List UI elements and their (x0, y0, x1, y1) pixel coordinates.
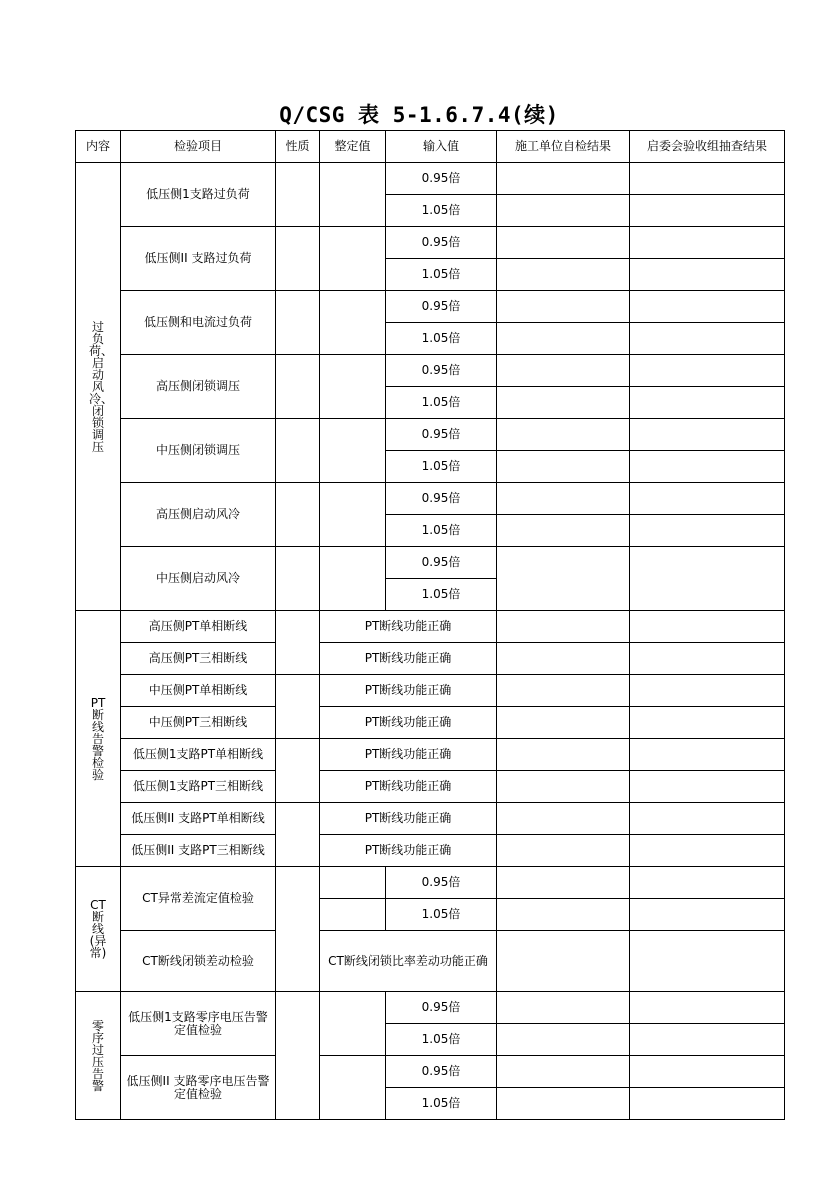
table-row (76, 931, 785, 992)
result-text: PT断线功能正确 (320, 771, 497, 803)
result-text: CT断线闭锁比率差动功能正确 (320, 931, 497, 992)
acceptance-cell (630, 227, 785, 259)
nature-cell (276, 163, 320, 227)
table-row (76, 643, 785, 675)
item-name: 低压侧1支路过负荷 (121, 163, 276, 227)
acceptance-cell (630, 291, 785, 323)
self-check-cell (497, 1024, 630, 1056)
self-check-cell (497, 675, 630, 707)
item-name: 低压侧II 支路零序电压告警定值检验 (121, 1056, 276, 1120)
input-value: 1.05倍 (386, 259, 497, 291)
acceptance-cell (630, 1024, 785, 1056)
self-check-cell (497, 771, 630, 803)
input-value: 1.05倍 (386, 387, 497, 419)
acceptance-cell (630, 675, 785, 707)
nature-cell (276, 291, 320, 355)
table-row (76, 867, 785, 899)
self-check-cell (497, 515, 630, 547)
input-value: 0.95倍 (386, 227, 497, 259)
item-name: 中压侧PT单相断线 (121, 675, 276, 707)
item-name: 低压侧II 支路PT单相断线 (121, 803, 276, 835)
self-check-cell (497, 387, 630, 419)
header-acceptance: 启委会验收组抽查结果 (630, 131, 785, 163)
self-check-cell (497, 611, 630, 643)
input-value: 0.95倍 (386, 867, 497, 899)
table-row (76, 675, 785, 707)
input-value: 1.05倍 (386, 1088, 497, 1120)
table-row (76, 803, 785, 835)
acceptance-cell (630, 163, 785, 195)
header-self-check: 施工单位自检结果 (497, 131, 630, 163)
self-check-cell (497, 867, 630, 899)
acceptance-cell (630, 867, 785, 899)
acceptance-cell (630, 195, 785, 227)
setting-cell (320, 1056, 386, 1120)
nature-cell (276, 355, 320, 419)
inspection-table (75, 130, 785, 1120)
item-name: 高压侧PT单相断线 (121, 611, 276, 643)
input-value: 0.95倍 (386, 355, 497, 387)
table-row (76, 835, 785, 867)
item-name: CT异常差流定值检验 (121, 867, 276, 931)
header-nature: 性质 (276, 131, 320, 163)
setting-cell (320, 291, 386, 355)
item-name: 中压侧PT三相断线 (121, 707, 276, 739)
input-value: 1.05倍 (386, 451, 497, 483)
self-check-cell (497, 419, 630, 451)
setting-cell (320, 992, 386, 1056)
item-name: 中压侧闭锁调压 (121, 419, 276, 483)
self-check-cell (497, 992, 630, 1024)
item-name: CT断线闭锁差动检验 (121, 931, 276, 992)
item-name: 低压侧II 支路过负荷 (121, 227, 276, 291)
table-row (76, 355, 785, 387)
input-value: 0.95倍 (386, 547, 497, 579)
table-row (76, 419, 785, 451)
table-row (76, 611, 785, 643)
input-value: 1.05倍 (386, 195, 497, 227)
acceptance-cell (630, 992, 785, 1024)
self-check-cell (497, 163, 630, 195)
input-value: 1.05倍 (386, 899, 497, 931)
input-value: 0.95倍 (386, 1056, 497, 1088)
item-name: 低压侧1支路零序电压告警定值检验 (121, 992, 276, 1056)
acceptance-cell (630, 515, 785, 547)
table-row (76, 547, 785, 579)
result-text: PT断线功能正确 (320, 611, 497, 643)
result-text: PT断线功能正确 (320, 675, 497, 707)
self-check-cell (497, 355, 630, 387)
self-check-cell (497, 451, 630, 483)
setting-cell (320, 355, 386, 419)
acceptance-cell (630, 387, 785, 419)
item-name: 中压侧启动风冷 (121, 547, 276, 611)
acceptance-cell (630, 931, 785, 992)
acceptance-cell (630, 643, 785, 675)
acceptance-cell (630, 1056, 785, 1088)
setting-cell (320, 867, 386, 899)
result-text: PT断线功能正确 (320, 739, 497, 771)
item-name: 高压侧PT三相断线 (121, 643, 276, 675)
category-ct: CT断线(异常) (76, 867, 121, 992)
table-row (76, 1056, 785, 1088)
result-text: PT断线功能正确 (320, 835, 497, 867)
table-row (76, 739, 785, 771)
setting-cell (320, 899, 386, 931)
acceptance-cell (630, 355, 785, 387)
nature-cell (276, 419, 320, 483)
input-value: 0.95倍 (386, 163, 497, 195)
setting-cell (320, 419, 386, 483)
table-row (76, 291, 785, 323)
header-content: 内容 (76, 131, 121, 163)
self-check-cell (497, 227, 630, 259)
header-row (76, 131, 785, 163)
acceptance-cell (630, 1088, 785, 1120)
category-overload: 过负荷、启动风冷、闭锁调压 (76, 163, 121, 611)
acceptance-cell (630, 419, 785, 451)
setting-cell (320, 227, 386, 291)
table-row (76, 992, 785, 1024)
table-row (76, 707, 785, 739)
acceptance-cell (630, 611, 785, 643)
acceptance-cell (630, 259, 785, 291)
header-setting: 整定值 (320, 131, 386, 163)
setting-cell (320, 483, 386, 547)
nature-cell (276, 675, 320, 739)
item-name: 低压侧1支路PT三相断线 (121, 771, 276, 803)
acceptance-cell (630, 451, 785, 483)
input-value: 0.95倍 (386, 483, 497, 515)
acceptance-cell (630, 323, 785, 355)
category-zero-sequence: 零序过压告警 (76, 992, 121, 1120)
nature-cell (276, 547, 320, 611)
table-row (76, 483, 785, 515)
acceptance-cell (630, 547, 785, 611)
input-value: 1.05倍 (386, 1024, 497, 1056)
acceptance-cell (630, 835, 785, 867)
header-input: 输入值 (386, 131, 497, 163)
input-value: 1.05倍 (386, 515, 497, 547)
self-check-cell (497, 643, 630, 675)
result-text: PT断线功能正确 (320, 803, 497, 835)
header-item: 检验项目 (121, 131, 276, 163)
input-value: 0.95倍 (386, 419, 497, 451)
acceptance-cell (630, 483, 785, 515)
self-check-cell (497, 323, 630, 355)
result-text: PT断线功能正确 (320, 643, 497, 675)
category-pt: PT断线告警检验 (76, 611, 121, 867)
acceptance-cell (630, 803, 785, 835)
item-name: 高压侧闭锁调压 (121, 355, 276, 419)
setting-cell (320, 163, 386, 227)
self-check-cell (497, 707, 630, 739)
item-name: 低压侧II 支路PT三相断线 (121, 835, 276, 867)
nature-cell (276, 611, 320, 675)
table-row (76, 227, 785, 259)
self-check-cell (497, 899, 630, 931)
setting-cell (320, 547, 386, 611)
table-row (76, 771, 785, 803)
self-check-cell (497, 1056, 630, 1088)
input-value: 1.05倍 (386, 323, 497, 355)
self-check-cell (497, 931, 630, 992)
acceptance-cell (630, 707, 785, 739)
self-check-cell (497, 547, 630, 611)
acceptance-cell (630, 899, 785, 931)
input-value: 0.95倍 (386, 992, 497, 1024)
nature-cell (276, 992, 320, 1120)
input-value: 0.95倍 (386, 291, 497, 323)
result-text: PT断线功能正确 (320, 707, 497, 739)
nature-cell (276, 803, 320, 867)
input-value: 1.05倍 (386, 579, 497, 611)
self-check-cell (497, 739, 630, 771)
item-name: 低压侧1支路PT单相断线 (121, 739, 276, 771)
self-check-cell (497, 483, 630, 515)
self-check-cell (497, 835, 630, 867)
self-check-cell (497, 1088, 630, 1120)
self-check-cell (497, 195, 630, 227)
item-name: 低压侧和电流过负荷 (121, 291, 276, 355)
nature-cell (276, 739, 320, 803)
nature-cell (276, 483, 320, 547)
table-row (76, 163, 785, 195)
acceptance-cell (630, 739, 785, 771)
nature-cell (276, 227, 320, 291)
self-check-cell (497, 291, 630, 323)
acceptance-cell (630, 771, 785, 803)
document-title: Q/CSG 表 5-1.6.7.4(续) (279, 103, 559, 127)
item-name: 高压侧启动风冷 (121, 483, 276, 547)
self-check-cell (497, 259, 630, 291)
self-check-cell (497, 803, 630, 835)
nature-cell (276, 867, 320, 992)
